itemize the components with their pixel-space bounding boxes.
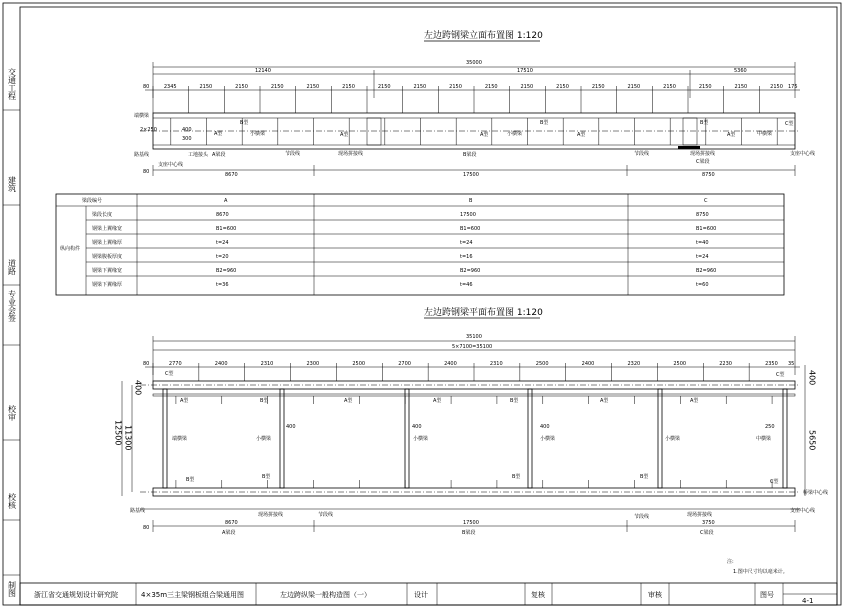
side-stamp-column	[3, 67, 20, 598]
elev-label-field-joint-2: 现场拼接线	[690, 151, 716, 157]
plan-inner-dim-2: 400	[412, 424, 422, 430]
table-row-name: 钢梁下翼缘宽	[92, 268, 123, 274]
elev-spacing-label: 2150	[449, 84, 462, 90]
elev-type-b-1: B型	[240, 120, 249, 126]
table-header-name: 梁段编号	[82, 198, 103, 204]
plan-spacing-labels	[153, 361, 778, 381]
plan-label-field-joint-1: 现场拼接线	[258, 512, 284, 518]
plan-seg-b-label: B梁段	[462, 530, 476, 536]
elev-spacing-label: 2150	[627, 84, 641, 90]
elev-spacing-label: 2150	[484, 84, 498, 90]
plan-dim-total: 35100	[466, 334, 482, 340]
plan-left-dim-2: 11300	[123, 425, 133, 451]
elev-type-a-1: A型	[214, 131, 223, 137]
plan-label-pier-1: 节段线	[318, 512, 334, 518]
plan-type-b-3: B型	[186, 477, 195, 483]
title-audit-label: 审核	[648, 591, 662, 599]
drawing-frame	[20, 7, 837, 605]
elev-bearing	[678, 146, 700, 149]
plan-type-a-4: A型	[600, 398, 609, 404]
plan-type-a-1: A型	[180, 398, 189, 404]
plan-type-c-1: C型	[776, 372, 785, 378]
plan-type-a-2: A型	[344, 398, 353, 404]
elev-spacing-label: 2150	[663, 84, 676, 90]
plan-type-a-5: A型	[690, 398, 699, 404]
elev-label-support-left: 支座中心线	[158, 162, 184, 168]
plan-crossbeam	[280, 389, 284, 488]
plan-label-small-3: 小横梁	[540, 436, 556, 442]
elev-bottom-seg-b: 17500	[463, 172, 479, 178]
elev-label-support-right: 支座中心线	[790, 151, 816, 157]
elev-spacing-label: 2150	[591, 84, 605, 90]
plan-label-support: 支座中心线	[790, 508, 816, 514]
elev-spacing-label: 2150	[377, 84, 391, 90]
elev-label-small-300: 300	[182, 136, 192, 142]
plan-inner-dim-3: 400	[540, 424, 550, 430]
elev-spacing-label: 2150	[413, 84, 427, 90]
elev-type-b-3: B型	[700, 120, 709, 126]
plan-inner-dim-4: 250	[765, 424, 775, 430]
plan-end-offset-left: 80	[143, 361, 150, 367]
plan-right-dim-2: 5650	[807, 430, 817, 451]
table-row-name: 钢梁腹板厚度	[92, 254, 123, 260]
plan-spacing-label: 2400	[581, 361, 595, 367]
plan-label-mid-beam: 中横梁	[756, 436, 772, 442]
elev-type-a-5: A型	[727, 132, 736, 138]
title-project: 4×35m三主梁钢板组合梁通用图	[141, 591, 245, 599]
sheet-border	[3, 3, 841, 605]
elev-spacing-label: 2150	[520, 84, 534, 90]
plan-spacing-label: 2310	[260, 361, 274, 367]
plan-bottom-seg-c: 3750	[702, 520, 715, 526]
plan-spacing-label: 2500	[535, 361, 549, 367]
plan-type-c-3: C型	[770, 479, 779, 485]
plan-crossbeam	[658, 389, 662, 488]
elevation-view	[134, 29, 815, 178]
table-cell-b: t=46	[460, 282, 473, 288]
elevation-title: 左边跨钢梁立面布置图 1:120	[424, 31, 543, 41]
elev-spacing-labels	[153, 84, 783, 113]
table-row-name: 钢梁上翼缘宽	[92, 226, 123, 232]
plan-spacing-label: 2400	[444, 361, 457, 367]
elev-label-pier-1: 节段线	[285, 151, 301, 157]
side-label-review: 校审	[7, 405, 17, 421]
plan-spacing-label: 2500	[352, 361, 366, 367]
elev-label-small-beam-2: 小横梁	[507, 131, 523, 137]
plan-type-b-5: B型	[512, 474, 521, 480]
plan-spacing-label: 2400	[214, 361, 228, 367]
elev-left-label-end: 端横梁	[134, 113, 150, 119]
plan-bottom-offset: 80	[143, 525, 150, 531]
plan-label-pier-2: 节段线	[634, 514, 650, 520]
plan-spacing-label: 2320	[627, 361, 641, 367]
table-group-label: 纵向构件	[60, 246, 81, 252]
table-header-b: B	[469, 198, 473, 204]
side-label-building: 建筑	[7, 176, 17, 192]
plan-spacing-label: 2230	[719, 361, 732, 367]
elev-spacing-label: 2150	[306, 84, 320, 90]
plan-view	[114, 306, 829, 536]
plan-spacing-label: 2300	[306, 361, 320, 367]
plan-bottom-seg-b: 17500	[463, 520, 479, 526]
plan-bottom-seg-a: 8670	[225, 520, 238, 526]
notes-line-1: 1.图中尺寸均以毫米计。	[733, 569, 788, 575]
table-cell-a: t=20	[216, 254, 229, 260]
plan-right-dim-1: 400	[807, 370, 817, 386]
elev-spacing-label: 2150	[235, 84, 248, 90]
elev-label-mid-beam: 中横梁	[757, 131, 773, 137]
table-cell-a: B2=960	[216, 268, 237, 274]
title-figno-label: 图号	[760, 591, 774, 599]
elev-label-seg-b: B梁段	[463, 152, 477, 158]
plan-label-small-2: 小横梁	[413, 436, 429, 442]
table-cell-a: 8670	[216, 212, 229, 218]
elev-spacing-label: 2150	[698, 84, 712, 90]
plan-crossbeam	[783, 389, 787, 488]
elev-label-small-400: 400	[182, 127, 192, 133]
table-cell-c: 8750	[696, 212, 709, 218]
plan-left-dim-3: 400	[133, 380, 143, 396]
elev-spacing-label: 2150	[270, 84, 284, 90]
plan-crossbeam	[405, 389, 409, 488]
table-cell-a: t=36	[216, 282, 229, 288]
title-figno: 4-1	[802, 597, 814, 605]
elev-spacing-label: 2150	[199, 84, 213, 90]
plan-spacing-label: 2500	[673, 361, 687, 367]
elev-seg-2: 17510	[517, 68, 533, 74]
plan-spacing-label: 2700	[398, 361, 411, 367]
elev-label-seg-c: C梁段	[696, 159, 710, 165]
plan-type-c-2: C型	[165, 371, 174, 377]
notes-head: 注:	[727, 559, 734, 565]
side-label-cosign: 专业会签	[7, 290, 17, 322]
elev-bottom-offset: 80	[143, 169, 150, 175]
elev-field-joint-1	[367, 118, 381, 145]
side-label-road: 道路	[7, 259, 17, 275]
plan-spacing-label: 2310	[489, 361, 503, 367]
plan-spacing-label: 2350	[765, 361, 778, 367]
plan-seg-a-label: A梁段	[222, 530, 236, 536]
plan-type-b-1: B型	[260, 398, 269, 404]
elev-dim-total: 35000	[466, 60, 482, 66]
plan-dim-subtotal: 5×7100=35100	[452, 344, 493, 350]
side-label-traffic: 交通工程	[7, 68, 17, 100]
elev-type-a-3: A型	[480, 132, 489, 138]
plan-crossbeam	[163, 389, 167, 488]
elev-label-joint: 工地接头	[188, 152, 209, 158]
title-drawing: 左边跨纵梁一般构造图（一）	[280, 591, 371, 599]
plan-label-small-1: 小横梁	[256, 436, 272, 442]
title-design-label: 设计	[414, 591, 428, 599]
segment-table	[56, 194, 784, 295]
side-label-check: 校核	[7, 493, 17, 509]
plan-label-end-beam: 端横梁	[172, 436, 188, 442]
table-cell-a: B1=600	[216, 226, 237, 232]
table-cell-c: B2=960	[696, 268, 717, 274]
plan-label-small-4: 小横梁	[665, 436, 681, 442]
elev-label-seg-a: A梁段	[212, 152, 226, 158]
plan-title: 左边跨钢梁平面布置图 1:120	[424, 308, 543, 318]
table-cell-a: t=24	[216, 240, 229, 246]
plan-label-field-joint-2: 现场拼接线	[687, 512, 713, 518]
plan-inner-dim-1: 400	[286, 424, 296, 430]
table-cell-b: B1=600	[460, 226, 481, 232]
elev-end-offset-right: 175	[788, 84, 798, 90]
table-header-a: A	[224, 198, 228, 204]
elev-spacing-label: 2345	[163, 84, 177, 90]
elev-label-pier-2: 节段线	[634, 151, 650, 157]
plan-seg-c-label: C梁段	[700, 530, 714, 536]
table-cell-b: t=16	[460, 254, 473, 260]
side-label-draw: 制图	[7, 581, 17, 597]
plan-type-a-3: A型	[433, 398, 442, 404]
elev-spacing-label: 2150	[556, 84, 569, 90]
title-institute: 浙江省交通规划设计研究院	[34, 591, 118, 599]
plan-type-b-2: B型	[510, 398, 519, 404]
plan-spacing-label: 2770	[168, 361, 182, 367]
table-cell-c: t=40	[696, 240, 709, 246]
table-cell-b: 17500	[460, 212, 476, 218]
plan-type-b-6: B型	[640, 474, 649, 480]
table-cell-c: B1=600	[696, 226, 717, 232]
elev-end-offset-left: 80	[143, 84, 150, 90]
elev-type-b-2: B型	[540, 120, 549, 126]
plan-crossbeam	[528, 389, 532, 488]
elev-left-label-road: 路基线	[134, 152, 150, 158]
table-row-name: 梁段长度	[92, 212, 113, 218]
table-rows	[92, 211, 716, 288]
elev-spacing-label: 2150	[734, 84, 748, 90]
table-row-name: 钢梁上翼缘厚	[92, 240, 123, 246]
elev-left-label-dim: 2×250	[140, 127, 157, 133]
elev-type-c: C型	[785, 121, 794, 127]
title-review-label: 复核	[531, 591, 545, 599]
table-cell-b: B2=960	[460, 268, 481, 274]
table-cell-c: t=24	[696, 254, 709, 260]
plan-left-dim-1: 12500	[113, 420, 123, 446]
table-cell-c: t=60	[696, 282, 709, 288]
elev-field-joint-2	[683, 118, 697, 145]
plan-end-offset-right: 35	[788, 361, 795, 367]
elev-bottom-seg-c: 8750	[702, 172, 715, 178]
plan-type-b-4: B型	[262, 474, 271, 480]
plan-label-main-center: 桥梁中心线	[803, 490, 829, 496]
table-row-name: 钢梁下翼缘厚	[92, 282, 123, 288]
table-header-c: C	[704, 198, 708, 204]
elev-seg-1: 12140	[255, 68, 271, 74]
elev-label-field-joint-1: 现场拼接线	[338, 151, 364, 157]
table-cell-b: t=24	[460, 240, 473, 246]
elev-spacing-label: 2150	[342, 84, 355, 90]
elev-label-small-beam-1: 小横梁	[250, 131, 266, 137]
elev-spacing-label: 2150	[770, 84, 783, 90]
elev-type-a-4: A型	[577, 132, 586, 138]
elev-type-a-2: A型	[340, 132, 349, 138]
elev-seg-3: 5360	[734, 68, 747, 74]
title-block	[20, 583, 837, 605]
plan-label-road: 路基线	[130, 508, 146, 514]
elev-bottom-seg-a: 8670	[225, 172, 238, 178]
